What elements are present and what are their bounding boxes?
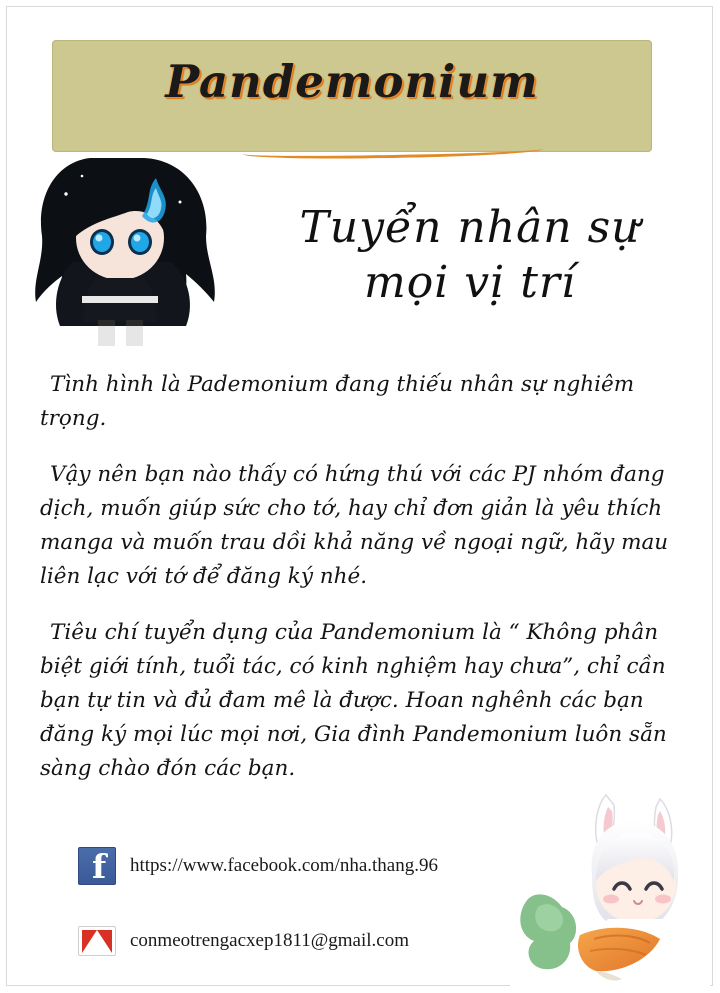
contact-email[interactable] xyxy=(78,922,409,960)
body-copy xyxy=(40,368,688,808)
gmail-icon[interactable] xyxy=(78,922,116,960)
chibi-girl-illustration xyxy=(20,150,230,350)
headline-line-2: mọi vị trí xyxy=(364,257,576,308)
page-title: Pandemonium xyxy=(165,55,539,108)
email-address[interactable]: conmeotrengacxep1811@gmail.com xyxy=(130,930,410,951)
contact-facebook[interactable] xyxy=(78,847,438,885)
facebook-icon[interactable] xyxy=(78,847,116,885)
headline-line-1: Tuyển nhân sự xyxy=(299,202,641,253)
facebook-url[interactable]: https://www.facebook.com/nha.thang.96 xyxy=(130,855,438,876)
chibi-bunny-girl-illustration xyxy=(510,789,710,989)
paragraph-2: Vậy nên bạn nào thấy có hứng thú với các PJ nhóm đang dịch, muốn giúp sức cho tớ, hay chỉ đơn giản là yêu thích manga và muốn trau dồi khả năng về ngoại ngữ, hãy mau liên lạc với tớ để đăng ký nhé. xyxy=(40,462,669,589)
headline xyxy=(250,200,690,310)
header-banner xyxy=(52,40,652,152)
paragraph-3: Tiêu chí tuyển dụng của Pandemonium là “ Không phân biệt giới tính, tuổi tác, có kinh nghiệm hay chưa”, chỉ cần bạn tự tin và đủ đam mê là được. Hoan nghênh các bạn đăng ký mọi lúc mọi nơi, Gia đình Pandemonium luôn sẵn sàng chào đón các bạn. xyxy=(40,620,667,781)
paragraph-1: Tình hình là Pademonium đang thiếu nhân sự nghiêm trọng. xyxy=(40,372,635,431)
